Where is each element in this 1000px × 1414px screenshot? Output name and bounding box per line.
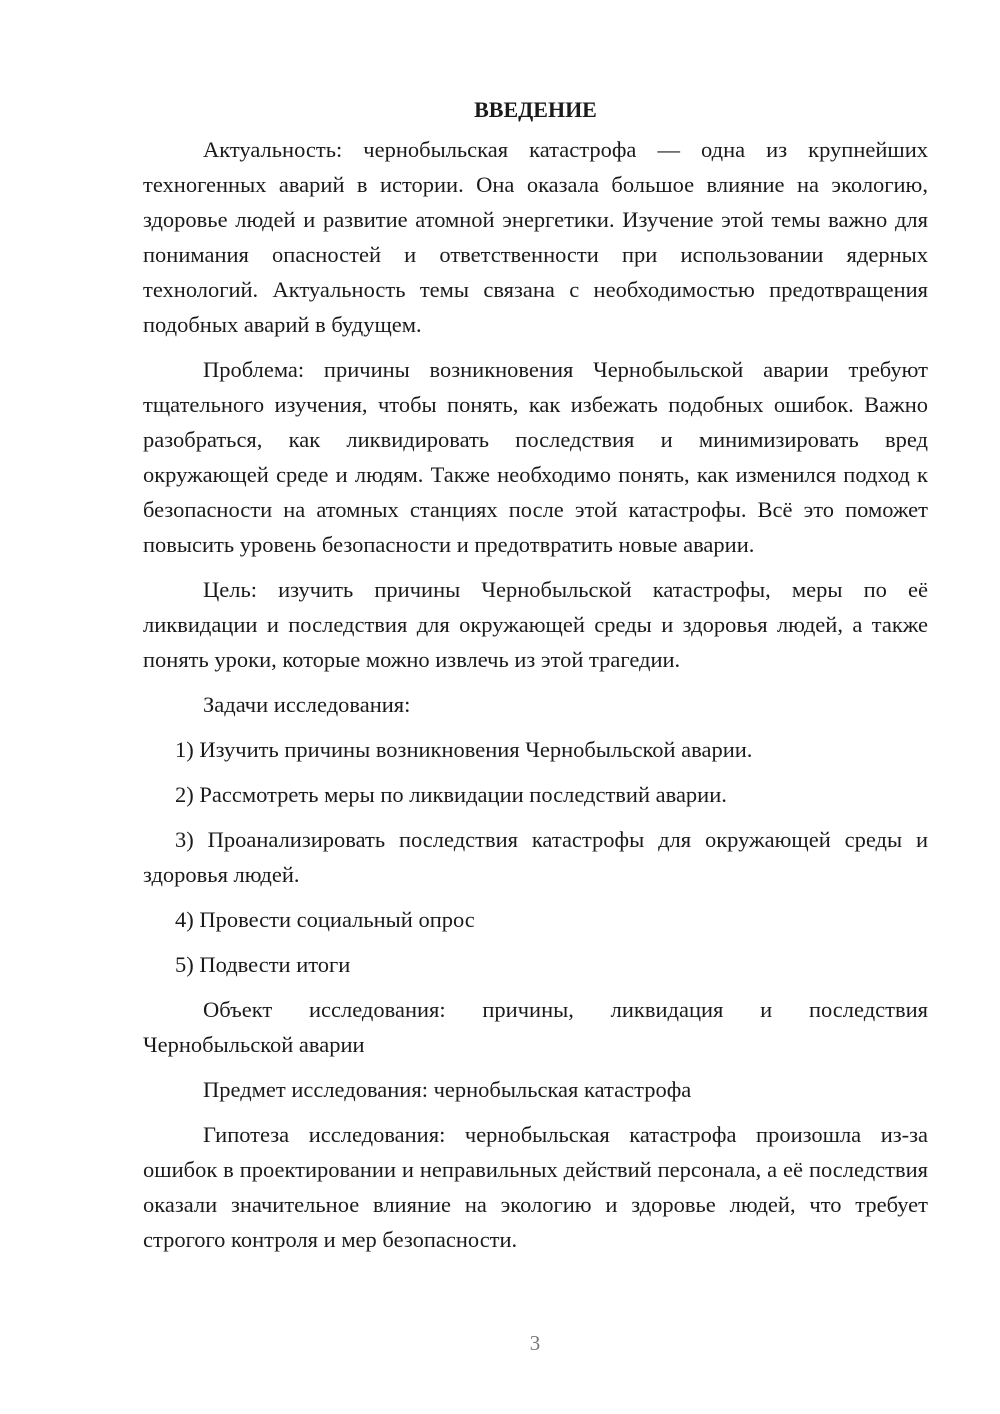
section-title: ВВЕДЕНИЕ xyxy=(474,97,597,122)
paragraph-relevance: Актуальность: чернобыльская катастрофа — одна из крупнейших техногенных аварий в истории. Она оказала большое влияние на экологию, здоровье людей и развитие атомной энергетики. Изучение этой темы важно для понимания опасностей и ответственности при использовании ядерных технологий. Актуальность темы связана с необходимостью предотвращения подобных аварий в будущем. xyxy=(143,137,928,337)
task-item: 1) Изучить причины возникновения Чернобыльской аварии. xyxy=(175,737,753,762)
paragraph-tasks-heading: Задачи исследования: xyxy=(203,692,411,717)
document-page xyxy=(143,92,928,1267)
paragraph-goal: Цель: изучить причины Чернобыльской катастрофы, меры по её ликвидации и последствия для окружающей среды и здоровья людей, а также понять уроки, которые можно извлечь из этой трагедии. xyxy=(143,577,928,672)
paragraph-object: Объект исследования: причины, ликвидация и последствия Чернобыльской аварии xyxy=(143,997,928,1057)
paragraph-hypothesis: Гипотеза исследования: чернобыльская катастрофа произошла из-за ошибок в проектировании и неправильных действий персонала, а её последствия оказали значительное влияние на экологию и здоровье людей, что требует строгого контроля и мер безопасности. xyxy=(143,1122,928,1252)
paragraph-problem: Проблема: причины возникновения Чернобыльской аварии требуют тщательного изучения, чтобы понять, как избежать подобных ошибок. Важно разобраться, как ликвидировать последствия и минимизировать вред окружающей среде и людям. Также необходимо понять, как изменился подход к безопасности на атомных станциях после этой катастрофы. Всё это поможет повысить уровень безопасности и предотвратить новые аварии. xyxy=(143,357,928,557)
task-item: 2) Рассмотреть меры по ликвидации последствий аварии. xyxy=(175,782,727,807)
task-item: 3) Проанализировать последствия катастрофы для окружающей среды и здоровья людей. xyxy=(143,827,928,887)
task-item: 5) Подвести итоги xyxy=(175,952,351,977)
task-item: 4) Провести социальный опрос xyxy=(175,907,475,932)
paragraph-subject: Предмет исследования: чернобыльская катастрофа xyxy=(203,1077,692,1102)
page-number: 3 xyxy=(529,1331,541,1355)
